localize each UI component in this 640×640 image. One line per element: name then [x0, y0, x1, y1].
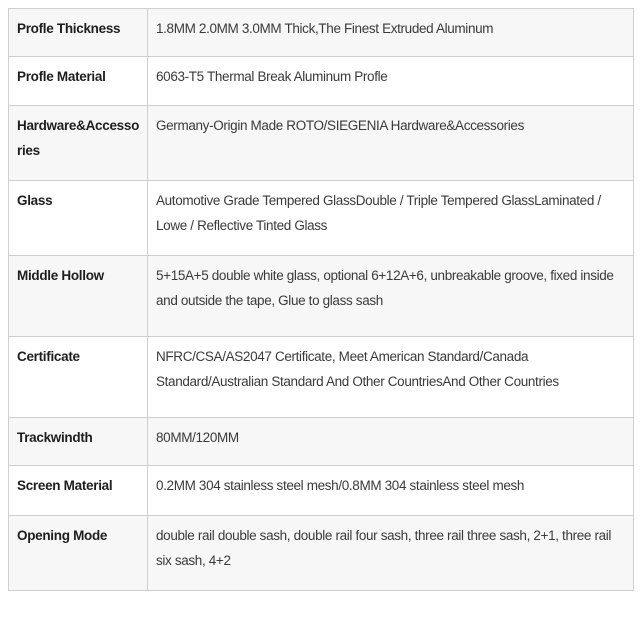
spec-label-middle-hollow: Middle Hollow [9, 256, 148, 337]
spec-label-trackwidth: Trackwindth [9, 418, 148, 466]
spec-label-hardware: Hardware&Accessories [9, 106, 148, 181]
spec-label-profile-thickness: Profle Thickness [9, 9, 148, 57]
table-row [9, 9, 634, 57]
spec-value-screen-material: 0.2MM 304 stainless steel mesh/0.8MM 304 stainless steel mesh [148, 466, 634, 516]
spec-value-certificate: NFRC/CSA/AS2047 Certificate, Meet American Standard/Canada Standard/Australian Standard And Other CountriesAnd Other Countries [148, 337, 634, 418]
table-row [9, 337, 634, 418]
table-row [9, 181, 634, 256]
spec-value-profile-thickness: 1.8MM 2.0MM 3.0MM Thick,The Finest Extruded Aluminum [148, 9, 634, 57]
table-row [9, 256, 634, 337]
spec-label-profile-material: Profle Material [9, 57, 148, 106]
table-row [9, 466, 634, 516]
table-row [9, 516, 634, 591]
spec-label-screen-material: Screen Material [9, 466, 148, 516]
table-row [9, 418, 634, 466]
table-row [9, 106, 634, 181]
table-row [9, 57, 634, 106]
spec-value-trackwidth: 80MM/120MM [148, 418, 634, 466]
spec-value-glass: Automotive Grade Tempered GlassDouble / Triple Tempered GlassLaminated / Lowe / Reflective Tinted Glass [148, 181, 634, 256]
spec-label-glass: Glass [9, 181, 148, 256]
spec-label-opening-mode: Opening Mode [9, 516, 148, 591]
spec-value-opening-mode: double rail double sash, double rail four sash, three rail three sash, 2+1, three rail six sash, 4+2 [148, 516, 634, 591]
spec-table [8, 8, 634, 591]
spec-value-middle-hollow: 5+15A+5 double white glass, optional 6+12A+6, unbreakable groove, fixed inside and outside the tape, Glue to glass sash [148, 256, 634, 337]
spec-value-hardware: Germany-Origin Made ROTO/SIEGENIA Hardware&Accessories [148, 106, 634, 181]
spec-value-profile-material: 6063-T5 Thermal Break Aluminum Profle [148, 57, 634, 106]
spec-label-certificate: Certificate [9, 337, 148, 418]
